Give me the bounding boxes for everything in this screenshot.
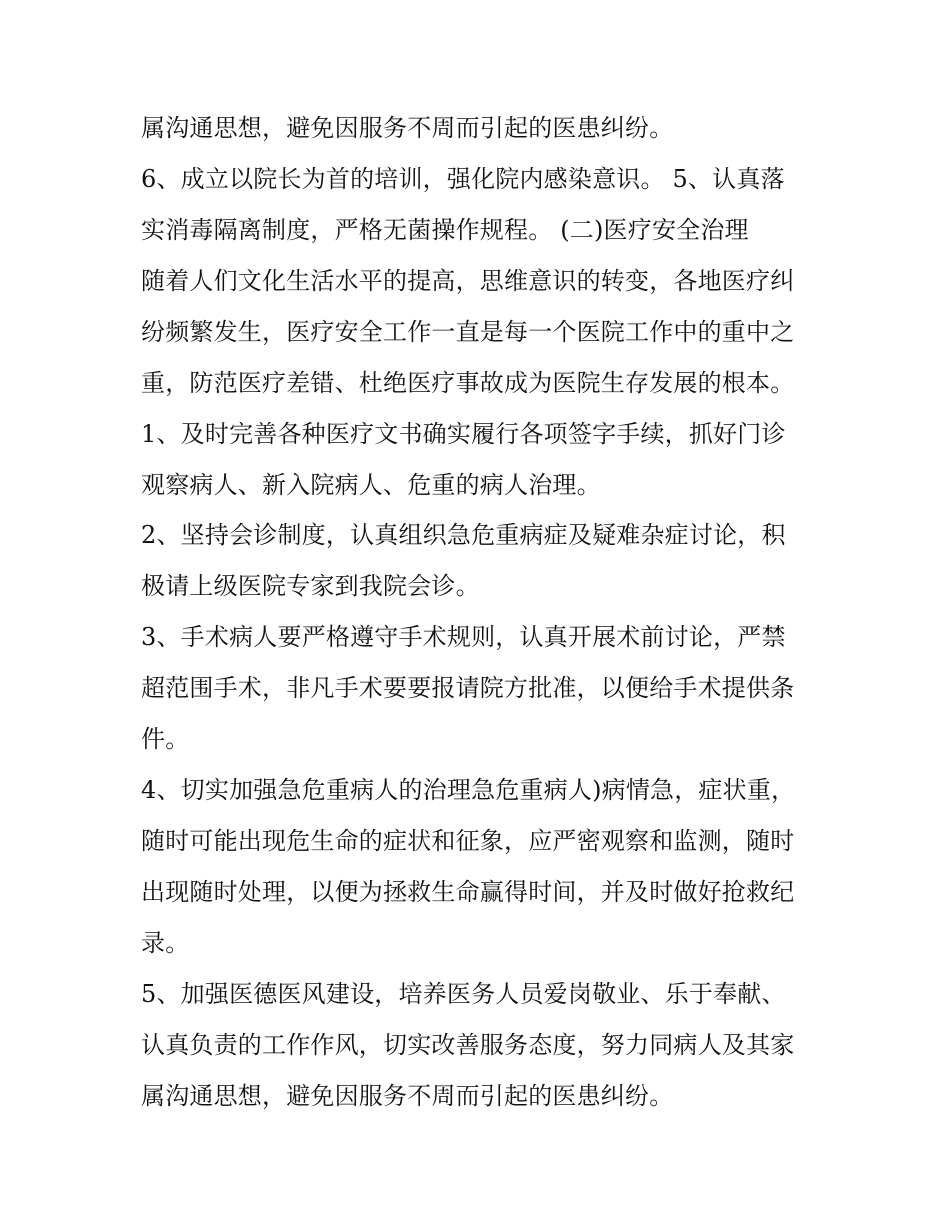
- text-line: 属沟通思想，避免因服务不周而引起的医患纠纷。: [141, 1082, 674, 1110]
- text-line: 实消毒隔离制度，严格无菌操作规程。 (二)医疗安全治理: [141, 216, 749, 244]
- text-line: 观察病人、新入院病人、危重的病人治理。: [141, 471, 601, 499]
- text-line: 纷频繁发生，医疗安全工作一直是每一个医院工作中的重中之: [141, 318, 795, 346]
- text-line: 4、切实加强急危重病人的治理急危重病人)病情急，症状重，: [141, 776, 796, 804]
- text-line: 随时可能出现危生命的症状和征象，应严密观察和监测，随时: [141, 827, 795, 855]
- text-line: 属沟通思想，避免因服务不周而引起的医患纠纷。: [141, 114, 674, 142]
- text-line: 录。: [141, 929, 190, 957]
- text-line: 1、及时完善各种医疗文书确实履行各项签字手续，抓好门诊: [141, 420, 786, 448]
- text-line: 2、坚持会诊制度，认真组织急危重病症及疑难杂症讨论，积: [141, 521, 786, 549]
- text-line: 超范围手术，非凡手术要要报请院方批准，以便给手术提供条: [141, 674, 795, 702]
- text-line: 重，防范医疗差错、杜绝医疗事故成为医院生存发展的根本。: [141, 369, 795, 397]
- text-line: 6、成立以院长为首的培训，强化院内感染意识。 5、认真落: [141, 165, 785, 193]
- text-line: 件。: [141, 725, 190, 753]
- text-line: 随着人们文化生活水平的提高，思维意识的转变，各地医疗纠: [141, 267, 795, 295]
- text-line: 极请上级医院专家到我院会诊。: [141, 572, 480, 600]
- text-line: 3、手术病人要严格遵守手术规则，认真开展术前讨论，严禁: [141, 623, 786, 651]
- text-line: 认真负责的工作作风，切实改善服务态度，努力同病人及其家: [141, 1031, 795, 1059]
- text-line: 出现随时处理，以便为拯救生命赢得时间，并及时做好抢救纪: [141, 878, 795, 906]
- text-line: 5、加强医德医风建设，培养医务人员爱岗敬业、乐于奉献、: [141, 980, 786, 1008]
